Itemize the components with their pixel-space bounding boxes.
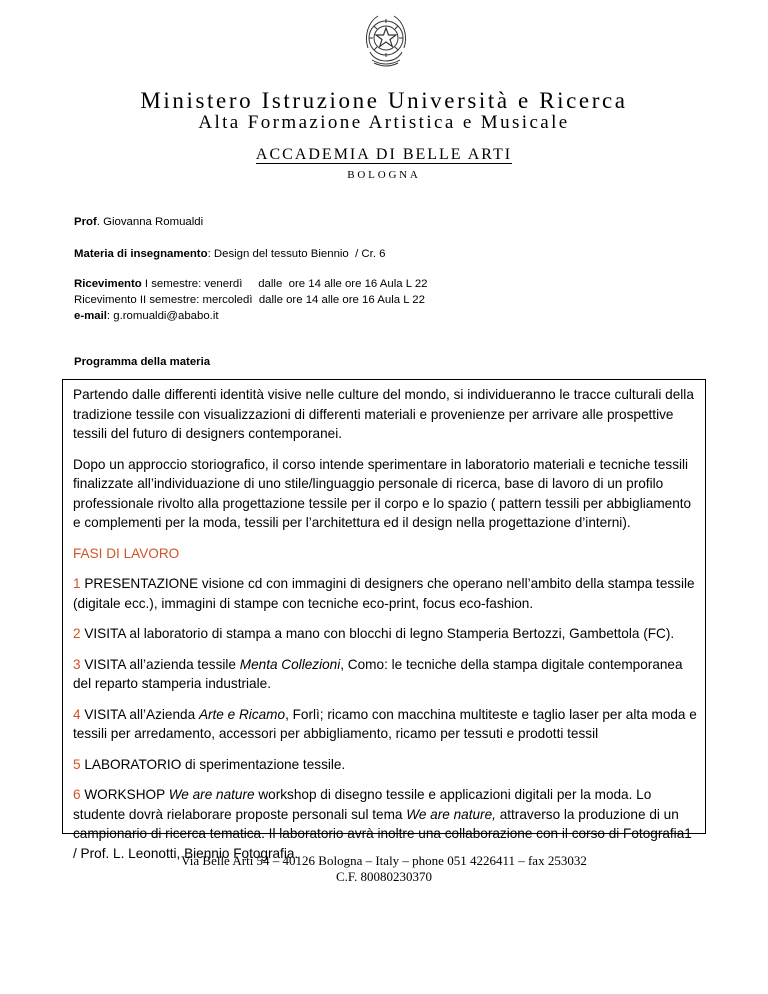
professor-line (74, 214, 203, 230)
footer-tax-code: C.F. 80080230370 (335, 869, 433, 884)
professor-name: . Giovanna Romualdi (96, 216, 204, 228)
city-label: BOLOGNA (347, 169, 421, 181)
phase-3 (73, 655, 697, 694)
phase-2 (73, 624, 697, 644)
program-heading: Programma della materia (74, 356, 211, 368)
phase-4-number: 4 (73, 706, 81, 722)
reception-line-2: Ricevimento II semestre: mercoledì dalle ore 14 alle ore 16 Aula L 22 (74, 294, 425, 306)
phase-5 (73, 755, 697, 775)
phase-6-number: 6 (73, 787, 81, 802)
phase-2-number: 2 (73, 626, 81, 641)
phase-1-number: 1 (73, 576, 81, 591)
afam-subtitle: Alta Formazione Artistica e Musicale (198, 112, 570, 133)
phase-6-text-mid: workshop di disegno tessile e applicazioni digitali per la moda. Lo studente dovrà rielaborare proposte personali sul tema (73, 787, 652, 822)
phase-1-text: PRESENTAZIONE visione cd con immagini di designers che operano nell’ambito della stampa tessile (digitale ecc.), immagini di stampe con tecniche eco-print, focus eco-fashion. (73, 576, 695, 611)
program-intro-1: Partendo dalle differenti identità visive nelle culture del mondo, si individueranno le tracce culturali della tradizione tessile con visualizzazioni di differenti materiali e provenienze per arrivare alle prospettive tessili del futuro di designers contemporanei. (73, 387, 694, 441)
phase-6-workshop-name: We are nature (168, 787, 255, 802)
subject-line (74, 246, 385, 262)
phase-4-company: Arte e Ricamo (198, 706, 286, 722)
email-label: e-mail (74, 310, 107, 322)
academy-title-text: ACCADEMIA DI BELLE ARTI (255, 146, 513, 163)
phase-6-theme: We are nature, (406, 806, 496, 822)
phase-6-text-post: attraverso la produzione di un campionario di ricerca tematica. Il laboratorio avrà inoltre una collaborazione con il corso di Fotografia1 / Prof. L. Leonotti, Biennio Fotografia. (73, 806, 692, 861)
phase-3-number: 3 (73, 656, 81, 672)
ministry-title: Ministero Istruzione Università e Ricerca (140, 88, 628, 113)
phases-heading: FASI DI LAVORO (73, 545, 180, 561)
phase-6-text-pre: WORKSHOP (80, 787, 169, 802)
subject-label: Materia di insegnamento (74, 248, 208, 260)
phase-3-company: Menta Collezioni (239, 656, 341, 672)
phase-3-text-post: , Como: le tecniche della stampa digitale contemporanea del reparto stamperia industriale. (73, 656, 683, 691)
email-value: : g.romualdi@ababo.it (106, 310, 219, 322)
reception-line-1 (74, 276, 428, 292)
phase-4-text-post: , Forlì; ricamo con macchina multiteste e taglio laser per alta moda e tessili per arredamento, accessori per abbigliamento, ricamo per tessuti e prodotti tessil (73, 706, 697, 741)
program-intro-2: Dopo un approccio storiografico, il corso intende sperimentare in laboratorio materiali e tecniche tessili finalizzate all’individuazione di uno stile/linguaggio personale di ricerca, base di lavoro di un profilo professionale rivolto alla progettazione tessile per il corpo e lo spazio ( pattern tessili per abbigliamento e complementi per la moda, tessili per l’architettura ed il design nella progettazione d’interni). (73, 456, 692, 530)
email-line (74, 308, 219, 324)
italian-republic-emblem-icon (360, 8, 412, 74)
professor-label: Prof (74, 216, 97, 228)
academy-title (0, 146, 768, 164)
phase-4-text-pre: VISITA all’Azienda (80, 706, 199, 722)
footer-address: Via Belle Arti 54 – 40126 Bologna – Italy – phone 051 4226411 – fax 253032 (181, 853, 587, 868)
phase-1 (73, 574, 697, 613)
phase-5-text: LABORATORIO di sperimentazione tessile. (80, 756, 346, 772)
phase-4 (73, 705, 697, 744)
phase-2-text: VISITA al laboratorio di stampa a mano con blocchi di legno Stamperia Bertozzi, Gambettola (FC). (80, 626, 675, 641)
phase-6 (73, 785, 697, 863)
phase-3-text-pre: VISITA all’azienda tessile (80, 656, 240, 672)
subject-value: : Design del tessuto Biennio / Cr. 6 (207, 248, 386, 260)
phase-5-number: 5 (73, 756, 81, 772)
reception-1-value: I semestre: venerdì dalle ore 14 alle ore 16 Aula L 22 (141, 278, 428, 290)
reception-label: Ricevimento (74, 278, 142, 290)
